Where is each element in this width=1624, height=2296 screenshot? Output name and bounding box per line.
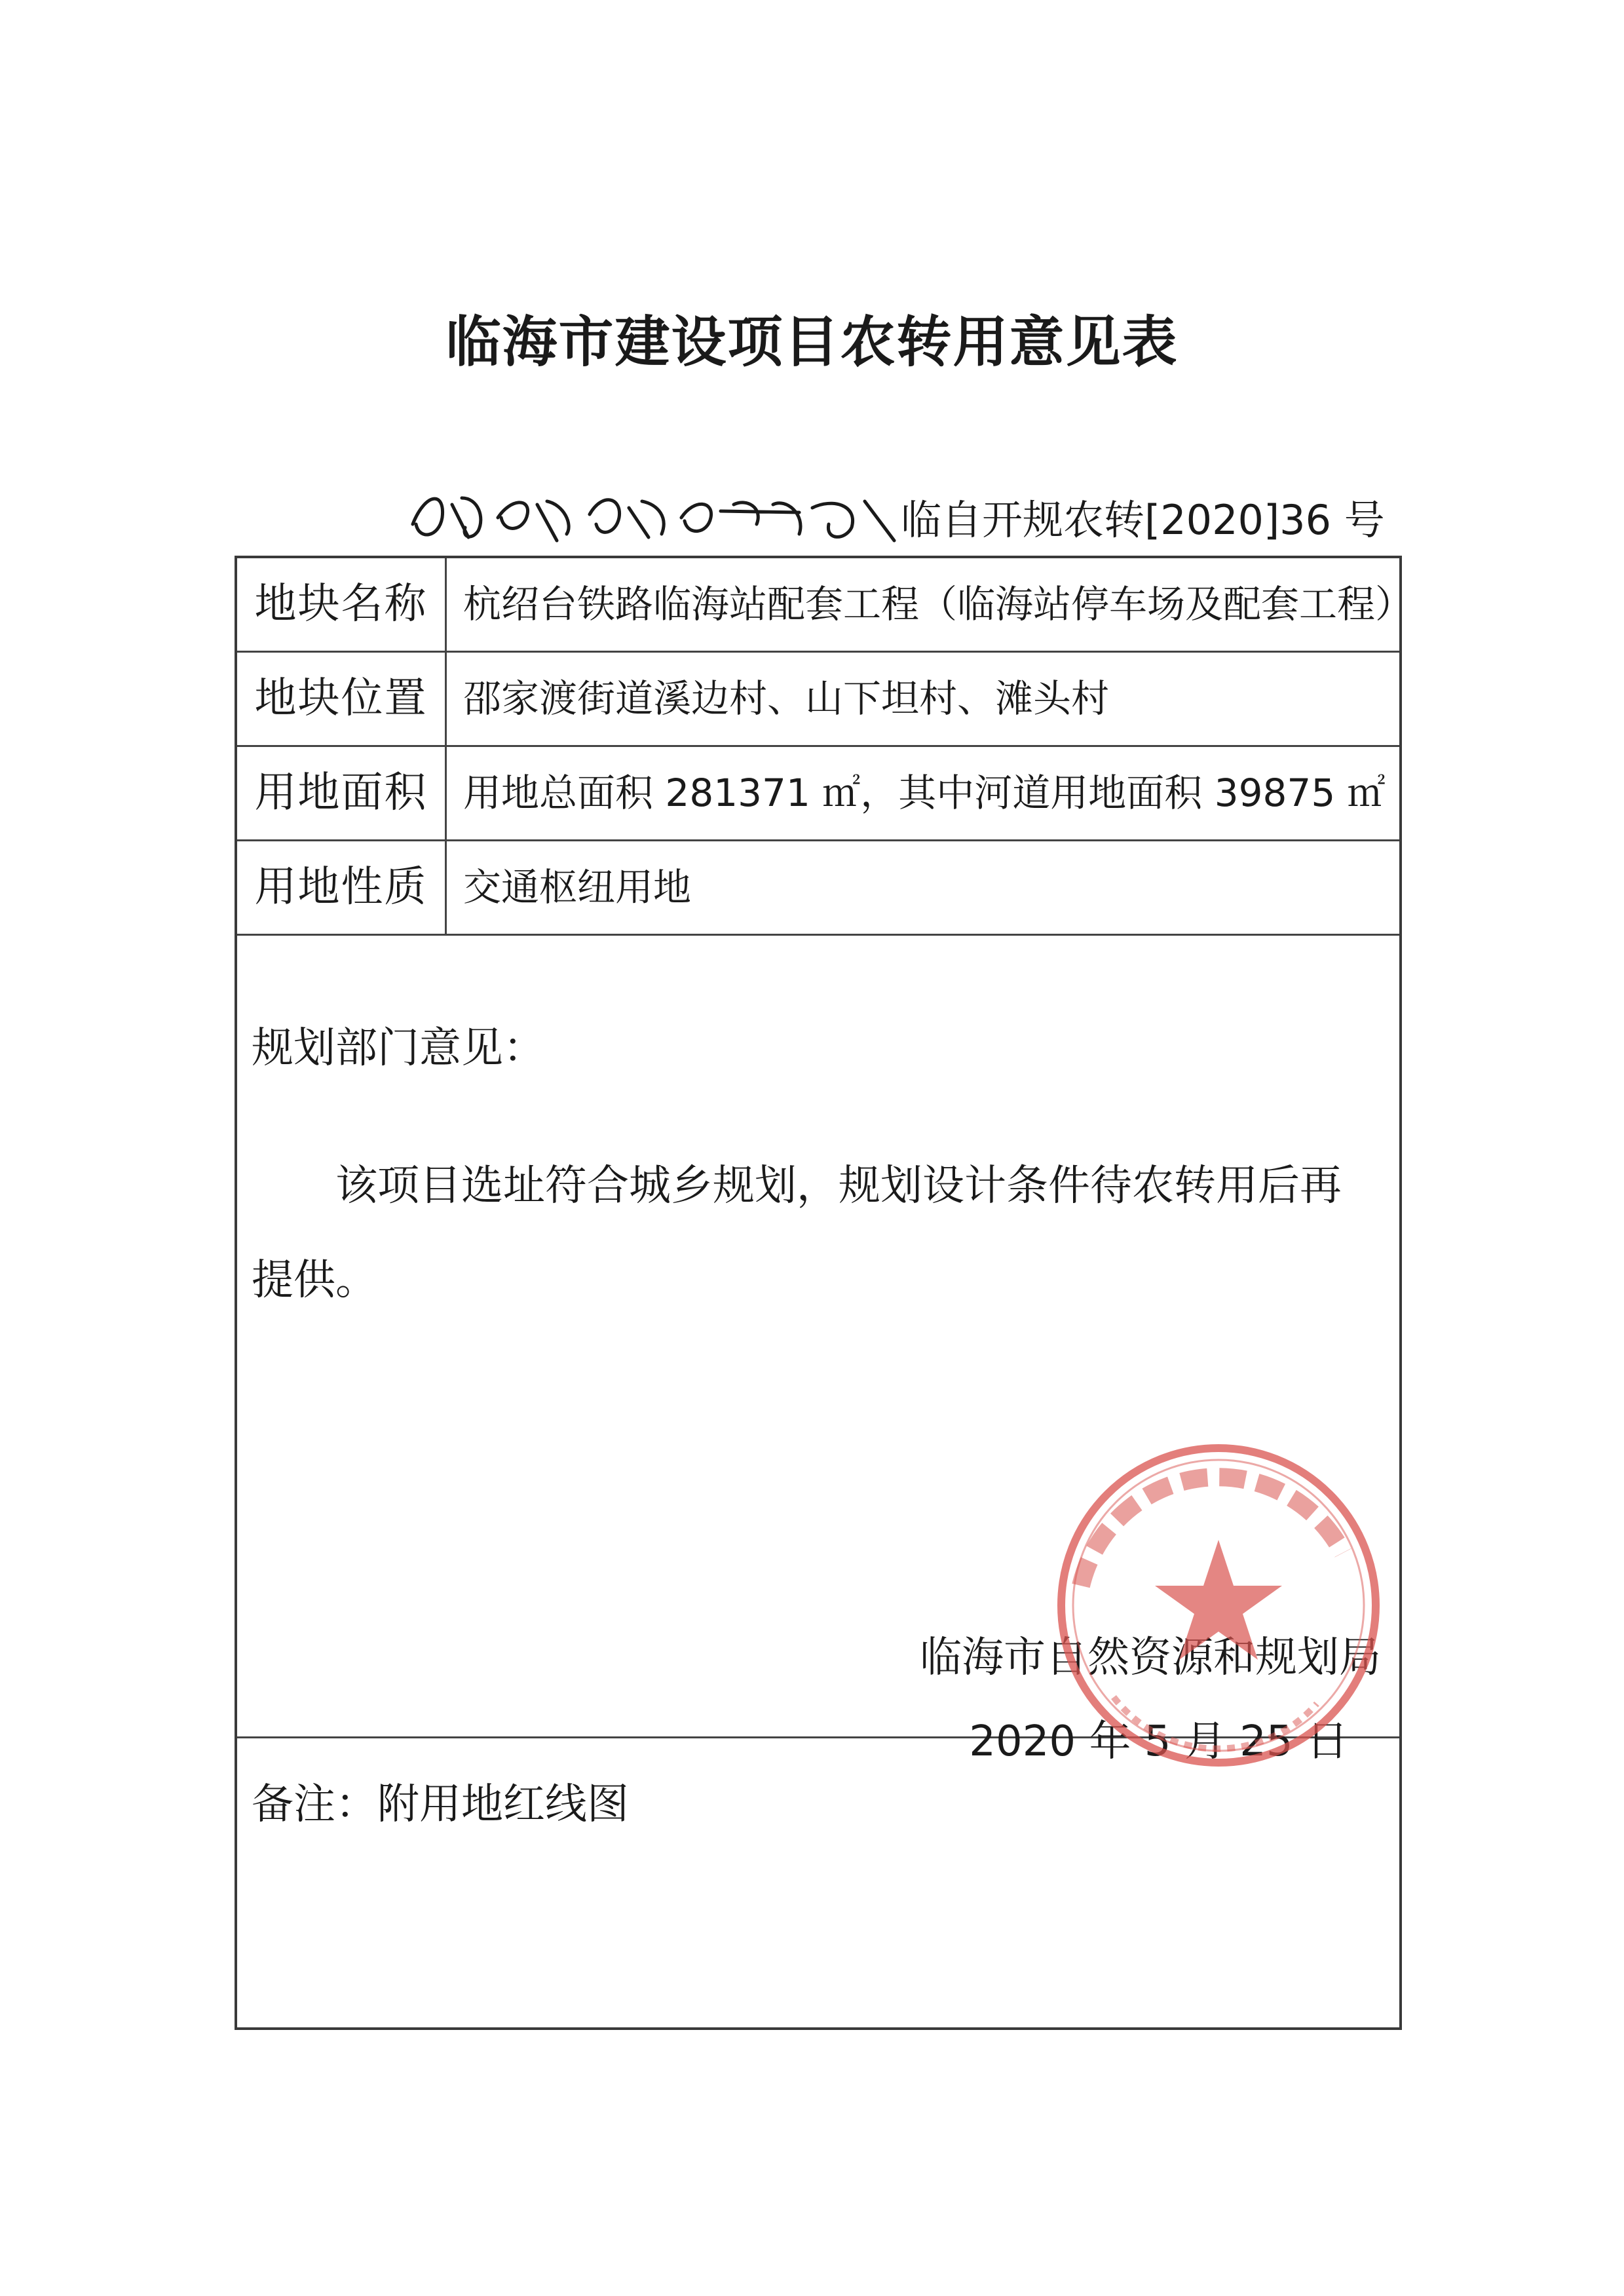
- field-label: 用地性质: [237, 841, 447, 934]
- field-label: 用地面积: [237, 747, 447, 839]
- field-row-plot-location: [237, 653, 1399, 747]
- field-value: 杭绍台铁路临海站配套工程（临海站停车场及配套工程）: [463, 582, 1414, 626]
- opinion-heading: 规划部门意见：: [252, 1024, 545, 1073]
- field-row-land-area: [237, 747, 1399, 841]
- field-value: 交通枢纽用地: [463, 865, 692, 909]
- opinion-body: 该项目选址符合城乡规划，规划设计条件待农转用后再提供。: [252, 1162, 1342, 1305]
- field-row-land-use: [237, 841, 1399, 936]
- remarks: 备注：附用地红线图: [252, 1780, 629, 1829]
- signing-date: 2020 年 5 月 25 日: [969, 1717, 1348, 1766]
- reference-line: [406, 478, 1389, 550]
- field-value: 邵家渡街道溪边村、山下坦村、滩头村: [463, 676, 1110, 721]
- field-label: 地块位置: [237, 653, 447, 745]
- handwritten-reference: [406, 478, 904, 550]
- form-table: [235, 556, 1414, 2030]
- field-label: 地块名称: [237, 558, 447, 651]
- field-row-plot-name: [237, 558, 1414, 653]
- official-seal-stamp: [1035, 1422, 1402, 1789]
- document-title: 临海市建设项目农转用意见表: [445, 310, 1179, 374]
- issuing-organization: 临海市自然资源和规划局: [920, 1634, 1381, 1682]
- field-value: 用地总面积 281371 ㎡，其中河道用地面积 39875 ㎡: [463, 771, 1386, 815]
- reference-number: 临自开规农转[2020]36 号: [901, 496, 1385, 544]
